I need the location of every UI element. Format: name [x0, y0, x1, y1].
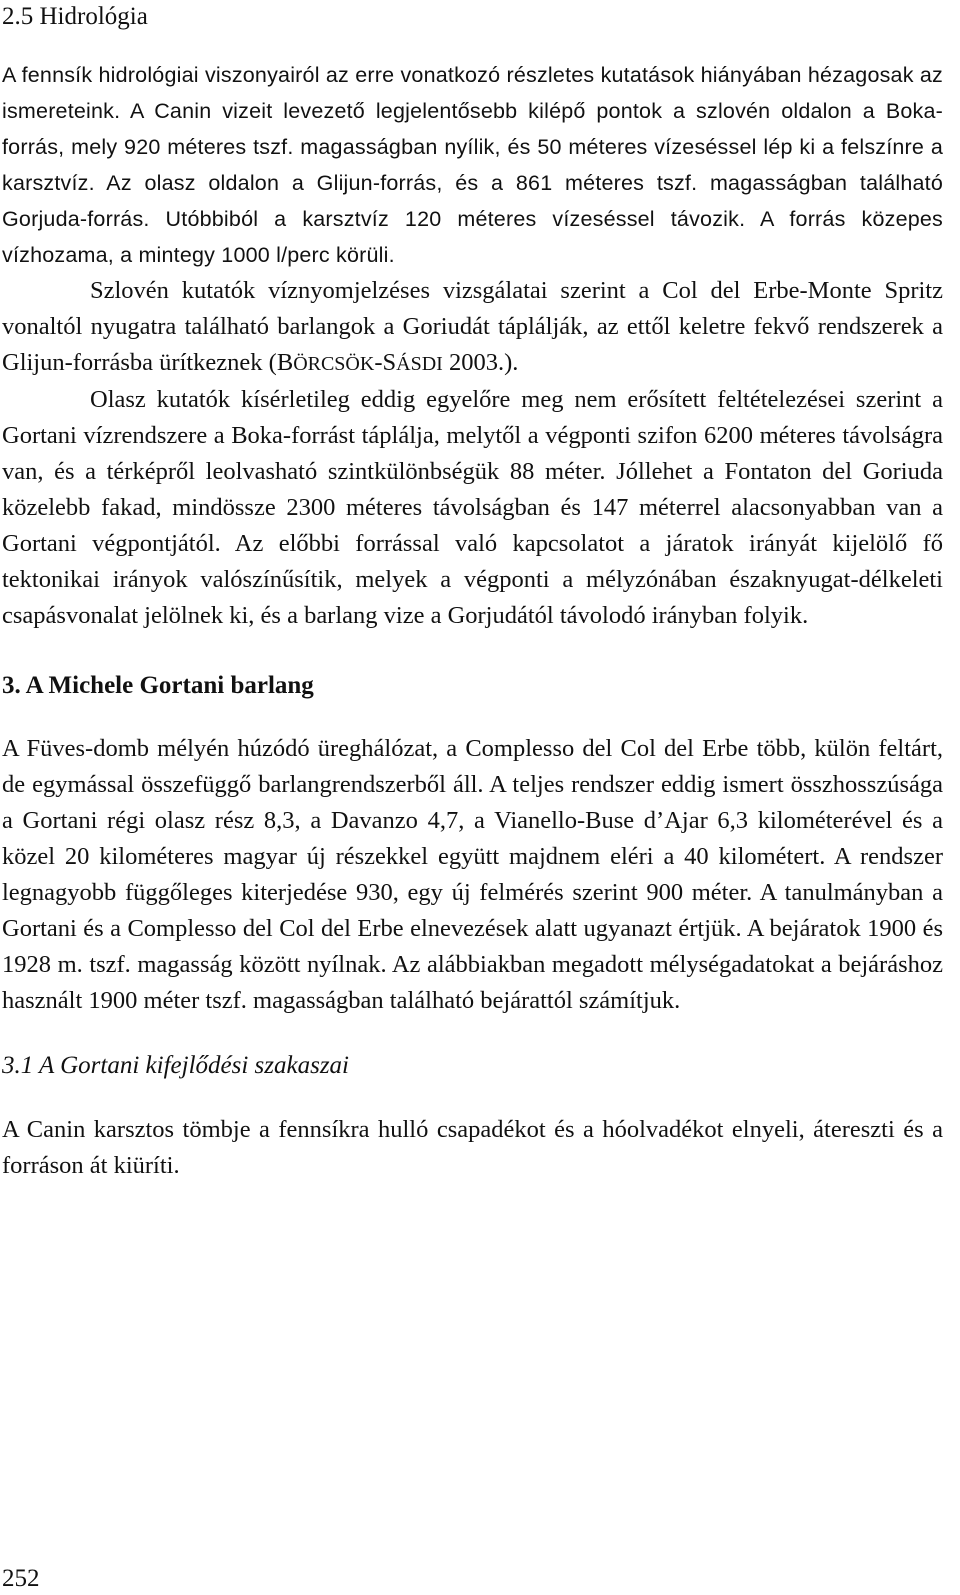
citation-author-2-initial: S [382, 349, 397, 376]
section-heading-gortani-cave: 3. A Michele Gortani barlang [2, 672, 314, 699]
paragraph-cave-description: A Füves-domb mélyén húzódó üreghálózat, a Complesso del Col del Erbe több, külön feltárt, de egymással összefüggő barlangrendszerből áll. A teljes rendszer eddig ismert összhosszúsága a Gortani régi olasz rész 8,3, a Davanzo 4,7, a Vianello-Buse d’Ajar 6,3 kilométerével és a közel 20 kilométeres magyar új részekkel együtt majdnem eléri a 40 kilométert. A rendszer legnagyobb függőleges kiterjedése 930, egy új felmérés szerint 900 méter. A tanulmányban a Gortani és a Complesso del Col del Erbe elnevezések alatt ugyanazt értjük. A bejáratok 1900 és 1928 m. tszf. magasság között nyílnak. Az alábbiakban megadott mélységadatokat a bejáráshoz használt 1900 méter tszf. magasságban található bejárattól számítjuk. [2, 735, 943, 1014]
paragraph-slovene-text: Szlovén kutatók víznyomjelzéses vizsgálatai szerint a Col del Erbe-Monte Spritz vonaltól nyugatra található barlangok a Goriudát táplálják, az ettől keletre fekvő rendszerek a Glijun-forrásba ürítkeznek ( [2, 277, 943, 376]
citation-author-2-rest: ÁSDI [396, 353, 443, 375]
paragraph-development: A Canin karsztos tömbje a fennsíkra hulló csapadékot és a hóolvadékot elnyeli, átereszti és a forráson át kiüríti. [2, 1116, 943, 1179]
citation-year: 2003.). [442, 349, 519, 376]
section-heading-development-stages: 3.1 A Gortani kifejlődési szakaszai [2, 1052, 349, 1079]
section-heading-hydrology: 2.5 Hidrológia [2, 3, 148, 30]
paragraph-italian-research: Olasz kutatók kísérletileg eddig egyelőre meg nem erősített feltételezései szerint a Gortani vízrendszere a Boka-forrást táplálja, melytől a végponti szifon 6200 méteres távolságra van, és a térképről leolvasható szintkülönbségük 88 méter. Jóllehet a Fontaton del Goriuda közelebb fakad, mindössze 2300 méteres távolságban és 147 méterrel alacsonyabban van a Gortani végpontjától. Az előbbi forrással való kapcsolatot a járatok irányát kijelölő fő tektonikai irányok valószínűsítik, melyek a végponti a mélyzónában északnyugat-délkeleti csapásvonalat jelölnek ki, és a barlang vize a Gorjudától távolodó irányban folyik. [2, 386, 943, 629]
document-page [2, 0, 943, 1184]
paragraph-slovene-research [2, 273, 943, 382]
citation-author-1-initial: B [276, 349, 294, 376]
page-number: 252 [2, 1565, 40, 1592]
citation-author-1-rest: ÖRCSÖK [293, 353, 375, 375]
citation-separator: - [374, 349, 383, 376]
paragraph-hydrology-intro: A fennsík hidrológiai viszonyairól az erre vonatkozó részletes kutatások hiányában hézagosak az ismereteink. A Canin vizeit levezető legjelentősebb kilépő pontok a szlovén oldalon a Boka-forrás, mely 920 méteres tszf. magasságban nyílik, és 50 méteres vízeséssel lép ki a felszínre a karsztvíz. Az olasz oldalon a Glijun-forrás, és a 861 méteres tszf. magasságban található Gorjuda-forrás. Utóbbiból a karsztvíz 120 méteres vízeséssel távozik. A forrás közepes vízhozama, a mintegy 1000 l/perc körüli. [2, 63, 943, 267]
